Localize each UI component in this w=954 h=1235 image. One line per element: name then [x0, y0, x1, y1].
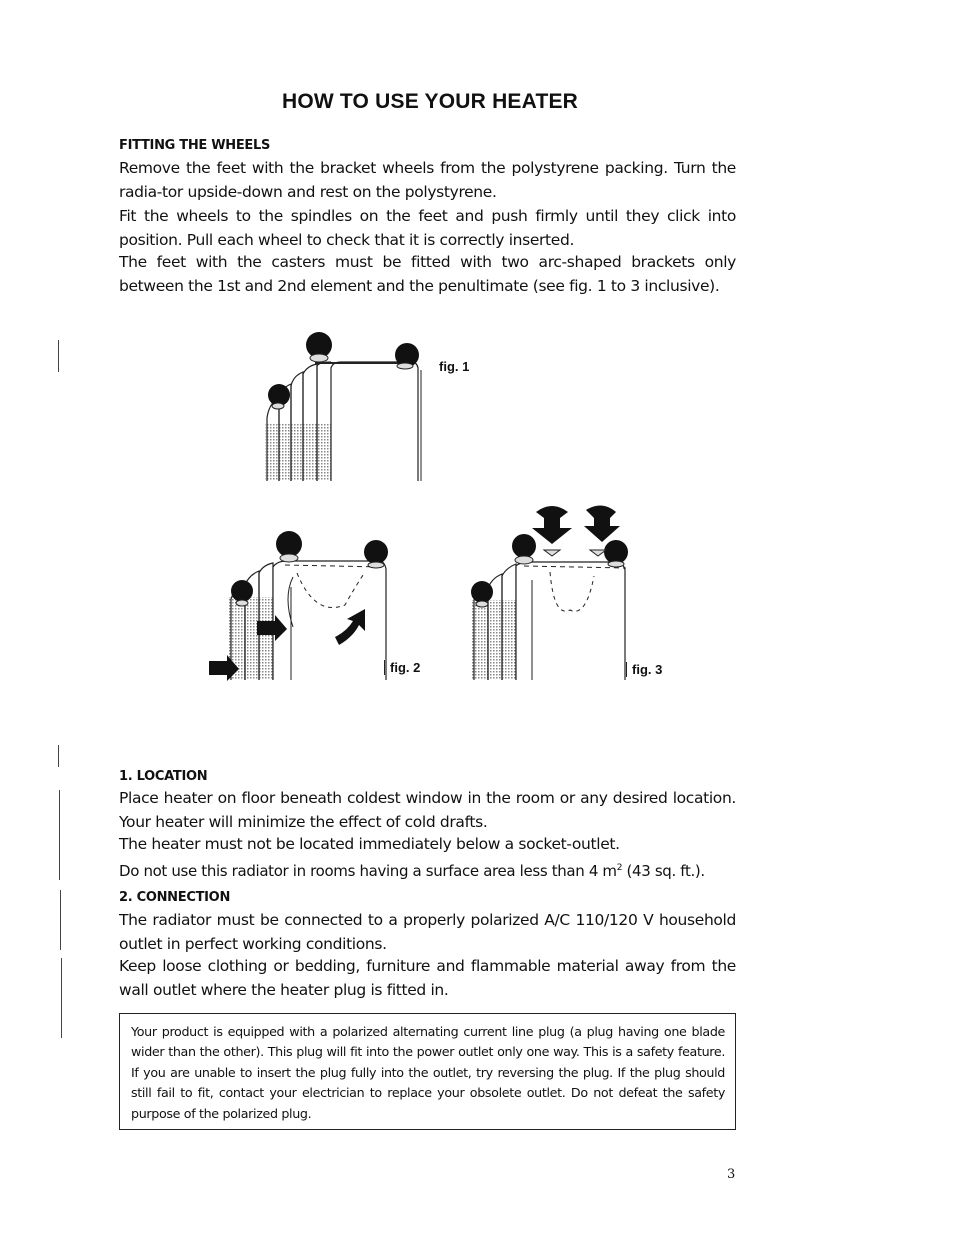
scan-margin-mark — [60, 890, 61, 950]
location-paragraph-3: Do not use this radiator in rooms having a surface area less than 4 $m^2$ (43 sq. ft.). — [119, 862, 705, 880]
scan-margin-mark — [61, 958, 62, 1038]
fitting-paragraph-1: Remove the feet with the bracket wheels from the polystyrene packing. Turn the radia-tor upside-down and rest on the polystyrene. — [119, 159, 736, 201]
section-heading-location: 1. LOCATION — [119, 769, 208, 784]
fig2-illustration — [205, 527, 390, 682]
connection-paragraph-1: The radiator must be connected to a properly polarized A/C 110/120 V household outlet in perfect working conditions. — [119, 911, 736, 953]
page-title: HOW TO USE YOUR HEATER — [281, 90, 579, 113]
fig3-illustration — [466, 500, 646, 682]
page-number: 3 — [727, 1167, 736, 1182]
section-heading-connection: 2. CONNECTION — [119, 890, 231, 905]
scan-margin-mark — [59, 790, 60, 880]
fitting-paragraph-3: The feet with the casters must be fitted with two arc-shaped brackets only between the 1st and 2nd element and the penultimate (see fig. 1 to 3 inclusive). — [119, 253, 736, 295]
scan-margin-mark — [58, 745, 59, 767]
fitting-paragraph-2: Fit the wheels to the spindles on the feet and push firmly until they click into position. Pull each wheel to check that it is correctly inserted. — [119, 207, 736, 249]
scan-margin-mark — [58, 340, 59, 372]
fig2-label: fig. 2 — [384, 660, 420, 675]
fig3-label: fig. 3 — [626, 662, 662, 677]
location-paragraph-2: The heater must not be located immediately below a socket-outlet. — [119, 835, 620, 853]
location-paragraph-1: Place heater on floor beneath coldest window in the room or any desired location. Your heater will minimize the effect of cold drafts. — [119, 789, 736, 831]
section-heading-fitting: FITTING THE WHEELS — [119, 138, 271, 153]
connection-paragraph-2: Keep loose clothing or bedding, furniture and flammable material away from the wall outlet where the heater plug is fitted in. — [119, 957, 736, 999]
fig1-label: fig. 1 — [439, 359, 470, 374]
fig1-illustration — [255, 328, 440, 486]
polarized-plug-notice: Your product is equipped with a polarized alternating current line plug (a plug having one blade wider than the other). This plug will fit into the power outlet only one way. This is a safety feature. If you are unable to insert the plug fully into the outlet, try reversing the plug. If the plug should still fail to fit, contact your electrician to replace your obsolete outlet. Do not defeat the safety purpose of the polarized plug. — [119, 1013, 736, 1130]
